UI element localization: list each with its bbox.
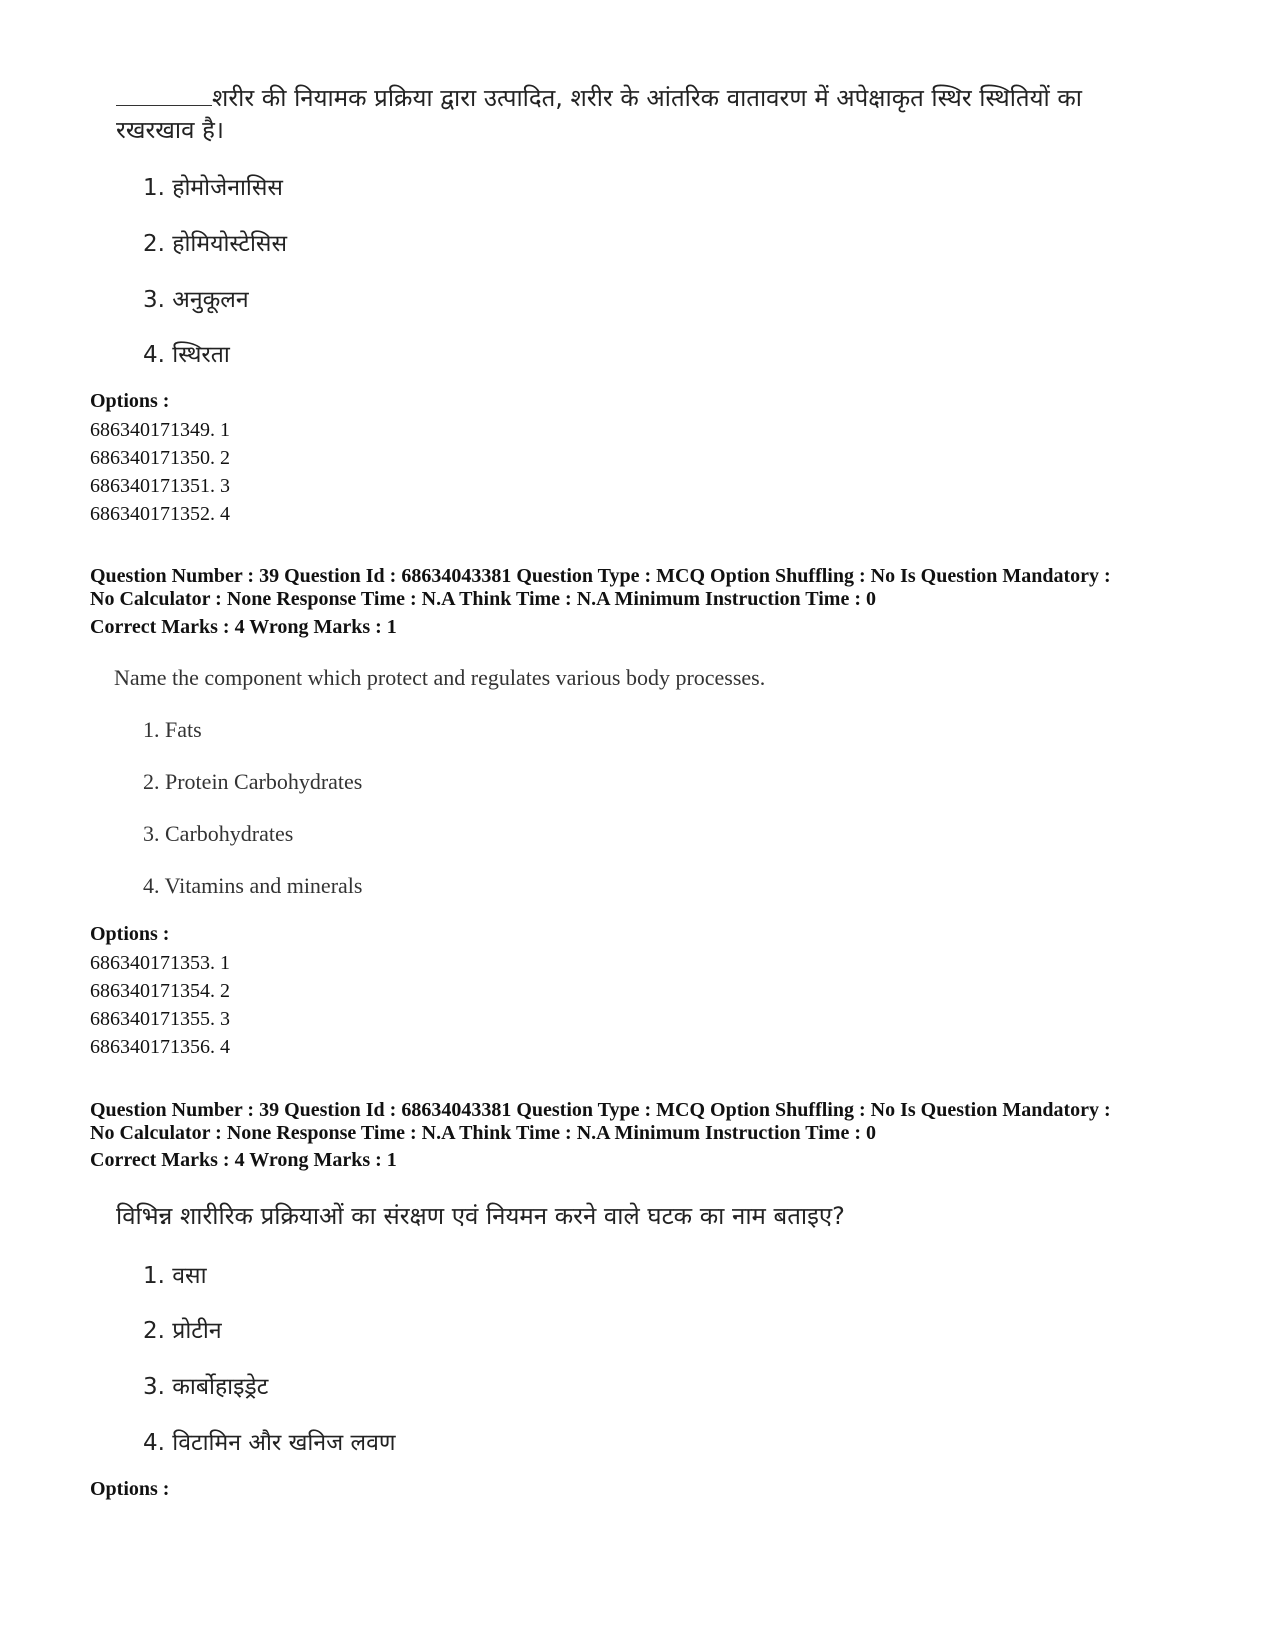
question-stem-line-1: शरीर की नियामक प्रक्रिया द्वारा उत्पादित, शरीर के आंतरिक वातावरण में अपेक्षाकृत स्थिर स्थितियों का bbox=[212, 84, 1082, 112]
question-marks: Correct Marks : 4 Wrong Marks : 1 bbox=[90, 1149, 397, 1171]
choice-item: 4. Vitamins and minerals bbox=[143, 873, 363, 898]
question-stem bbox=[116, 82, 1082, 115]
question-meta-line-2: No Calculator : None Response Time : N.A Think Time : N.A Minimum Instruction Time : 0 bbox=[90, 1122, 876, 1144]
options-label: Options : bbox=[90, 1478, 170, 1500]
choice-item: 3. कार्बोहाइड्रेट bbox=[143, 1374, 269, 1400]
choice-item: 2. प्रोटीन bbox=[143, 1318, 222, 1344]
option-id: 686340171355. 3 bbox=[90, 1008, 230, 1030]
choice-item: 4. स्थिरता bbox=[143, 342, 230, 368]
choice-item: 3. अनुकूलन bbox=[143, 287, 249, 313]
option-id: 686340171352. 4 bbox=[90, 503, 230, 525]
choice-item: 2. Protein Carbohydrates bbox=[143, 769, 363, 794]
question-meta bbox=[90, 1099, 1111, 1145]
question-marks: Correct Marks : 4 Wrong Marks : 1 bbox=[90, 616, 397, 638]
fill-in-blank bbox=[116, 83, 212, 106]
option-id-list bbox=[90, 949, 230, 1061]
question-meta-line-1: Question Number : 39 Question Id : 68634043381 Question Type : MCQ Option Shuffling : No Is Question Mandatory : bbox=[90, 1099, 1111, 1121]
choice-item: 2. होमियोस्टेसिस bbox=[143, 231, 288, 257]
option-id: 686340171356. 4 bbox=[90, 1036, 230, 1058]
option-id: 686340171354. 2 bbox=[90, 980, 230, 1002]
choice-item: 1. होमोजेनासिस bbox=[143, 175, 283, 201]
option-id: 686340171350. 2 bbox=[90, 447, 230, 469]
question-meta bbox=[90, 565, 1111, 611]
options-label: Options : bbox=[90, 923, 170, 945]
question-meta-line-1: Question Number : 39 Question Id : 68634043381 Question Type : MCQ Option Shuffling : No Is Question Mandatory : bbox=[90, 565, 1111, 587]
choice-item: 3. Carbohydrates bbox=[143, 821, 294, 846]
choice-item: 1. वसा bbox=[143, 1263, 207, 1289]
option-id: 686340171349. 1 bbox=[90, 419, 230, 441]
choice-item: 4. विटामिन और खनिज लवण bbox=[143, 1430, 396, 1456]
options-label: Options : bbox=[90, 390, 170, 412]
choice-item: 1. Fats bbox=[143, 717, 202, 742]
question-stem: विभिन्न शारीरिक प्रक्रियाओं का संरक्षण एवं नियमन करने वाले घटक का नाम बताइए? bbox=[116, 1202, 845, 1230]
option-id: 686340171351. 3 bbox=[90, 475, 230, 497]
option-id-list bbox=[90, 416, 230, 528]
question-stem-line-2: रखरखाव है। bbox=[116, 116, 224, 144]
question-stem: Name the component which protect and regulates various body processes. bbox=[114, 665, 766, 690]
option-id: 686340171353. 1 bbox=[90, 952, 230, 974]
question-meta-line-2: No Calculator : None Response Time : N.A Think Time : N.A Minimum Instruction Time : 0 bbox=[90, 588, 876, 610]
